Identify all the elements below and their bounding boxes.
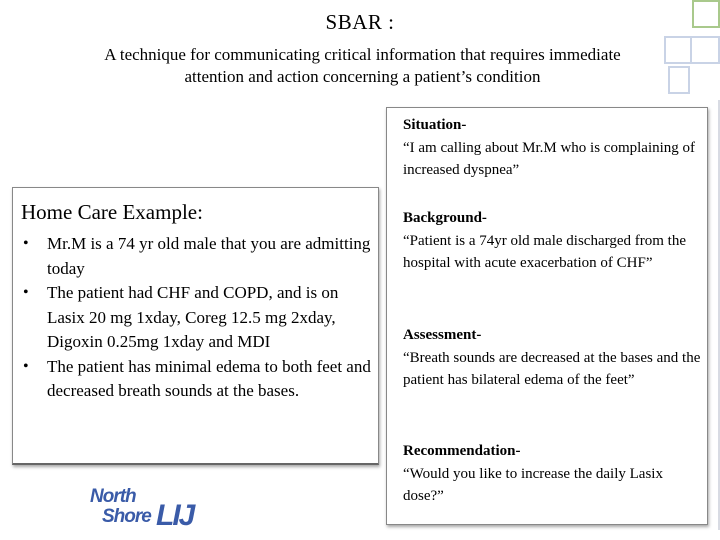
list-item [13,281,373,355]
bullet-icon: • [23,357,29,375]
recommendation-heading: Recommendation- [403,443,521,459]
home-care-heading: Home Care Example: [21,200,203,224]
list-item [13,232,373,281]
logo-text-north: North [90,486,136,507]
logo-mark-lij: LIJ [156,499,194,529]
assessment-heading: Assessment- [403,327,482,343]
list-item-text: The patient has minimal edema to both feet and decreased breath sounds at the bases. [47,356,371,400]
background-text: “Patient is a 74yr old male discharged from the hospital with acute exacerbation of CHF” [403,232,686,271]
background-heading: Background- [403,210,487,226]
logo-text-shore: Shore [102,506,151,527]
subtitle-line-2: attention and action concerning a patient’s condition [184,67,541,86]
sbar-details-box [386,107,708,525]
list-item-text: Mr.M is a 74 yr old male that you are admitting today [47,234,371,278]
home-care-example-box [12,187,379,465]
background-section [403,207,705,275]
bullet-icon: • [23,235,29,252]
decor-square-blue-2 [690,36,720,64]
assessment-section [403,324,705,392]
list-item [13,355,373,404]
home-care-list [13,232,373,404]
slide-title: SBAR : [325,10,395,34]
recommendation-text: “Would you like to increase the daily Lasix dose?” [403,465,663,504]
north-shore-lij-logo [88,483,198,529]
bullet-icon: • [23,284,29,301]
situation-heading: Situation- [403,117,467,133]
situation-section [403,114,705,182]
slide-subtitle [40,44,685,88]
recommendation-section [403,440,705,508]
subtitle-line-1: A technique for communicating critical information that requires immediate [104,45,621,64]
list-item-text: The patient had CHF and COPD, and is on Lasix 20 mg 1xday, Coreg 12.5 mg 2xday, Digoxin 0.25mg 1xday and MDI [47,283,339,351]
assessment-text: “Breath sounds are decreased at the bases and the patient has bilateral edema of the feet” [403,349,701,388]
situation-text: “I am calling about Mr.M who is complaining of increased dyspnea” [403,139,696,178]
